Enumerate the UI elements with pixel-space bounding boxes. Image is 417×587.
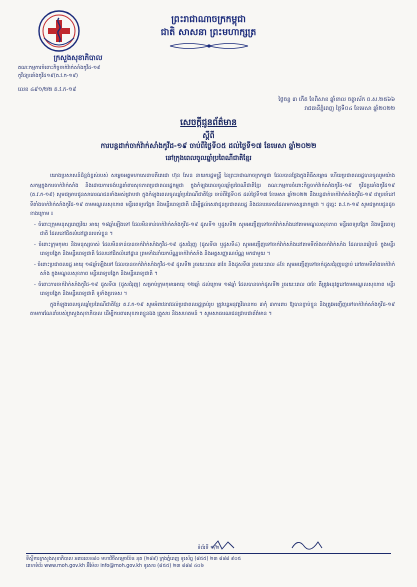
bullet-item-children-elderly: - ចំពោះក្រុមកុមារ និងមនុស្សចាស់ ដែលមិនទាន់បានចាក់វ៉ាក់សាំងកូវីដ-១៩ ដូសជំរុញ (ដូសទី៣ ឬដូសទី៤) សូមអញ្ជើញទៅចាក់វ៉ាក់សាំងនៅតាមទីតាំងចាក់វ៉ាក់សាំង ដែលបានរៀបចំ ក្នុងមន្ទីរពេទ្យបង្អែក និងមន្ទីរពេទ្យជាតិ ដែលនៅជិតលំនៅដ្ឋាន ព្រមទាំងនាំយកប័ណ្ណចាក់វ៉ាក់សាំង និងអត្តសញ្ញាណប័ណ្ណ មកជាមួយ ។ <box>34 241 395 257</box>
kingdom-heading: ព្រះរាជាណាចក្រកម្ពុជា <box>171 15 246 25</box>
document-title <box>0 118 417 130</box>
committee-short-name: កូវីដប្រឆាំងកូវីដ១៩(គ.វ.ក-១៩) <box>18 73 78 79</box>
bullet-item-third-dose: - ចំពោះការចាក់វ៉ាក់សាំងកូវីដ-១៩ ដូសទី៣ (ដូសជំរុញ) សម្រាប់ក្រុមកុមារអាយុ ១២ឆ្នាំ ដល់ក្រោម ១៨ឆ្នាំ ដែលបានចាក់ដូសទី២ រួចរយៈពេល ៣ខែ គឺត្រូវអនុវត្តនៅតាមមណ្ឌលសុខភាព មន្ទីរពេទ្យបង្អែក និងមន្ទីរពេទ្យជាតិ ទូទាំងប្រទេស ។ <box>34 281 395 297</box>
document-body <box>30 172 395 321</box>
footer-contact <box>26 556 391 570</box>
initial-signature-1 <box>210 538 240 552</box>
subject-label: ស្តីពី <box>202 131 215 140</box>
closing-paragraph: ក្នុងកំឡុងពេលចូលឆ្នាំប្រពៃណីជាតិខ្មែរ គ.វ.ក-១៩ សូមអំពាវនាវដល់ប្រជាពលរដ្ឋគ្រប់រូប ត្រូវបន្តអនុវត្តវិធានការ ៣កុំ ៣ការពារ ឱ្យបានខ្ជាប់ខ្ជួន និងត្រូវអញ្ជើញទៅចាក់វ៉ាក់សាំងកូវីដ-១៩ តាមការណែនាំរបស់ក្រសួងសុខាភិបាល ដើម្បីការពារសុខភាពខ្លួនឯង គ្រួសារ និងសហគមន៍ ។ សូមសាធារណជនជ្រាបជាព័ត៌មាន ។ <box>30 301 395 317</box>
reference-number: លេខ ៤៩១/២២ គ.វ.ក-១៩ <box>18 87 77 93</box>
lunar-date: ថ្ងៃចន្ទ ៣ កើត ខែពិសាខ ឆ្នាំខាល ចត្វាស័ក ព.ស.២៥៦៦ <box>278 97 395 103</box>
ministry-name: ក្រសួងសុខាភិបាល <box>53 54 103 62</box>
document-title-text: សេចក្តីជូនព័ត៌មាន <box>180 118 237 128</box>
subject-line-1: ការបន្តដាក់ចាក់វ៉ាក់សាំងកូវីដ-១៩ ចាប់ពីថ្ងៃទី០៥ ដល់ថ្ងៃទី១៧ ខែមេសា ឆ្នាំ២០២២ <box>100 142 317 150</box>
bullet-item-adults: - ចំពោះក្រុមមនុស្សពេញវ័យ អាយុ ១៨ឆ្នាំឡើងទៅ ដែលមិនទាន់ចាក់វ៉ាក់សាំងកូវីដ-១៩ ដូសទី១ ឬដូសទី២ សូមអញ្ជើញទៅចាក់វ៉ាក់សាំងនៅតាមមណ្ឌលសុខភាព មន្ទីរពេទ្យបង្អែក និងមន្ទីរពេទ្យជាតិ ដែលនៅជិតលំនៅដ្ឋានរបស់ខ្លួន ។ <box>34 221 395 237</box>
intro-paragraph: យោងប្រសាសន៍ដ៏ខ្ពង់ខ្ពស់របស់ សម្តេចអគ្គមហាសេនាបតីតេជោ ហ៊ុន សែន នាយករដ្ឋមន្ត្រី នៃព្រះរាជាណាចក្រកម្ពុជា ដែលបានថ្លែងក្នុងពិធីសម្ពោធ ហើយប្រជាពលរដ្ឋបានចូលរួមយ៉ាងសកម្មក្នុងការចាក់វ៉ាក់សាំង និងដោយការចង់បន្តគាំពារសុខភាពប្រជាពលរដ្ឋកម្ពុជា ក្នុងកំឡុងពេលចូលឆ្នាំប្រពៃណីជាតិខ្មែរ គណៈកម្មការចំពោះកិច្ចចាក់វ៉ាក់សាំងកូវីដ-១៩ កូវីដប្រឆាំងកូវីដ១៩ (គ.វ.ក-១៩) សូមជម្រាបជូនសាធារណជនទាំងអស់ជ្រាបថា ក្នុងកំឡុងពេលចូលឆ្នាំប្រពៃណីជាតិខ្មែរ ចាប់ពីថ្ងៃទី០៥ ដល់ថ្ងៃទី១៧ ខែមេសា ឆ្នាំ២០២២ នឹងបន្តដាក់ចាក់វ៉ាក់សាំងកូវីដ-១៩ ជាប្រចាំនៅទីតាំងចាក់វ៉ាក់សាំងកូវីដ-១៩ តាមមណ្ឌលសុខភាព មន្ទីរពេទ្យបង្អែក និងមន្ទីរពេទ្យជាតិ ដើម្បីផ្តល់សេវាជូនប្រជាពលរដ្ឋ និងជនបរទេសដែលមកទស្សនាកម្ពុជា ។ ដូច្នេះ គ.វ.ក-១៩ សូមជម្រាបជូនដូចខាងក្រោម ៖ <box>30 173 395 217</box>
committee-name: គណៈកម្មការចំពោះកិច្ចចាក់វ៉ាក់សាំងកូវីដ-១៩ <box>18 65 101 71</box>
ornament-divider-icon <box>168 41 250 51</box>
bullet-item-booster: - ចំពោះប្រជាពលរដ្ឋ អាយុ ១៨ឆ្នាំឡើងទៅ ដែលបានចាក់វ៉ាក់សាំងកូវីដ-១៩ ដូសទី២ រួចរយៈពេល ៣ខែ និងដូសទី៣ រួចរយៈពេល ៤ខែ សូមអញ្ជើញទៅចាក់ដូសជំរុញបន្ទាប់ នៅតាមទីតាំងចាក់វ៉ាក់សាំង ក្នុងមណ្ឌលសុខភាព មន្ទីរពេទ្យបង្អែក និងមន្ទីរពេទ្យជាតិ ។ <box>34 261 395 277</box>
footer-divider <box>26 553 391 554</box>
solar-date: រាជធានីភ្នំពេញ ថ្ងៃទី០៤ ខែមេសា ឆ្នាំ២០២២ <box>304 106 395 112</box>
subject-line-2: នៅក្រុងពេលចូលឆ្នាំប្រពៃណីជាតិខ្មែរ <box>165 154 252 162</box>
page-number: ទំព័រទី ១/២ <box>197 545 220 551</box>
footer-web-contact: គេហទំព័រ www.moh.gov.kh អ៊ីម៉ែល info@moh.gov.kh ទូរសារ (៨៥៥) ២៣ ៨៨៨ ៤០៦ <box>26 564 204 569</box>
national-motto: ជាតិ សាសនា ព្រះមហាក្សត្រ <box>160 28 257 38</box>
footer-address: ទីស្តីការក្រសួងសុខាភិបាល អគារលេខ៨០ មហាវិថីសម្តេចប៉ែន នុត (២៨៩) ក្រុងភ្នំពេញ ទូរស័ព្ទ (៨៥៥) ២៣ ៨៨៨ ៩០៥ <box>26 557 242 562</box>
initial-signature-2 <box>290 536 324 552</box>
